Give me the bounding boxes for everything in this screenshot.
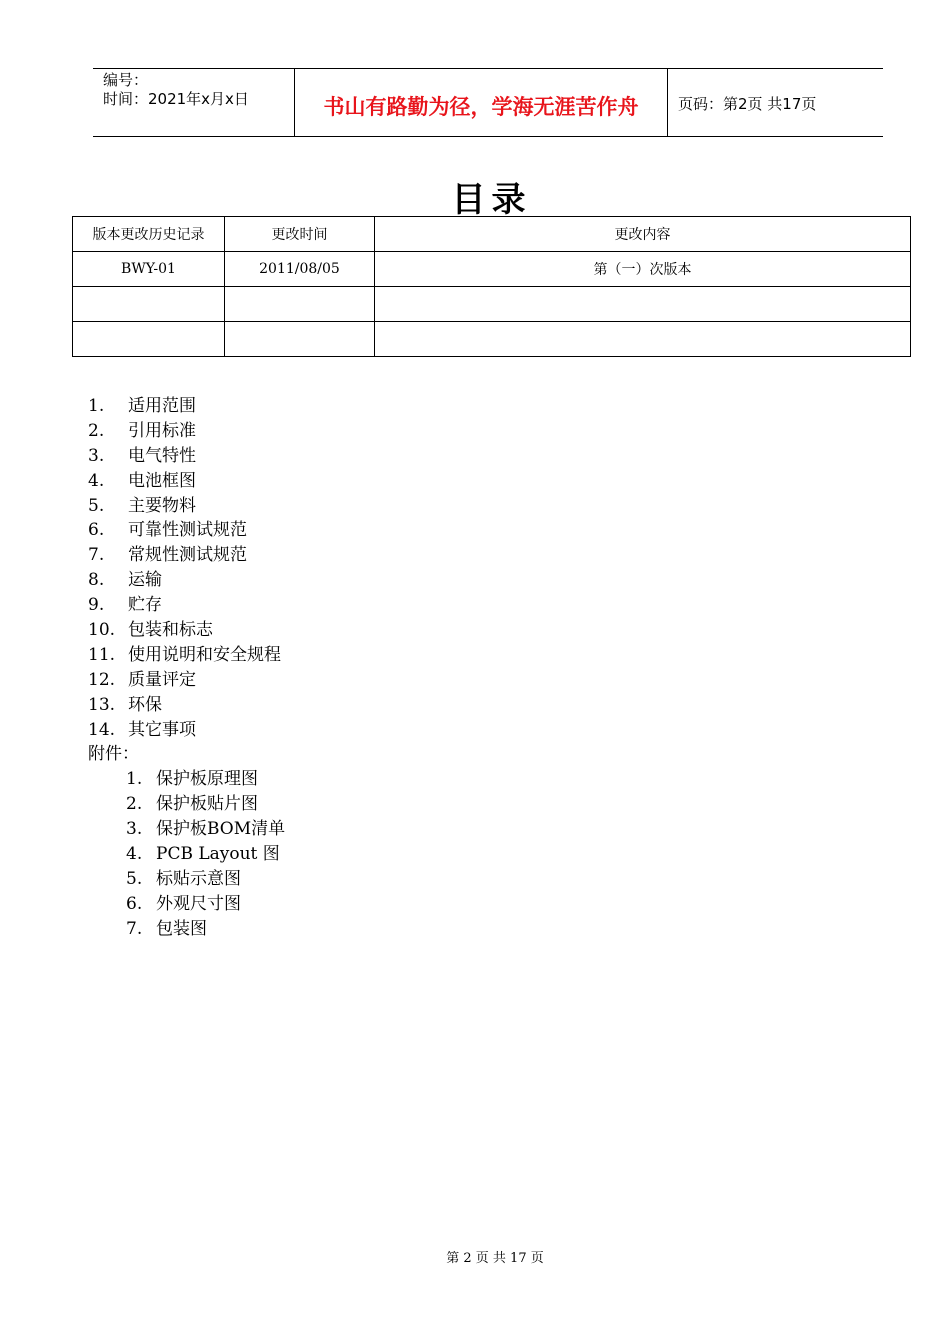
toc-item (88, 618, 285, 643)
toc-item-number: 6. (88, 520, 105, 541)
toc-item-number: 13. (88, 694, 116, 715)
header-time-label: 时间：2021年x月x日 (103, 90, 249, 108)
toc-item-number: 14. (88, 719, 116, 740)
toc-item-label: 质量评定 (128, 669, 196, 690)
toc-item-number: 9. (88, 595, 105, 616)
toc-item (88, 593, 285, 618)
table-of-contents (88, 394, 285, 942)
annex-item-number: 3. (126, 819, 143, 840)
annex-item-label: 包装图 (156, 918, 207, 939)
toc-item-number: 11. (88, 644, 116, 665)
toc-item-number: 1. (88, 396, 105, 416)
toc-item-label: 常规性测试规范 (128, 545, 247, 566)
toc-item-number: 5. (88, 495, 105, 516)
toc-item (88, 419, 285, 444)
toc-item-number: 3. (88, 445, 105, 466)
table-cell (225, 322, 375, 357)
annex-item (88, 917, 285, 942)
header-meta (103, 71, 249, 109)
toc-item-label: 环保 (128, 694, 162, 715)
toc-item-number: 2. (88, 420, 105, 441)
annex-item-label: 标贴示意图 (156, 868, 241, 889)
annex-label: 附件： (88, 744, 139, 765)
table-cell (73, 322, 225, 357)
annex-item-label: 外观尺寸图 (156, 893, 241, 914)
table-header-cell: 版本更改历史记录 (73, 217, 225, 252)
annex-item-number: 2. (126, 794, 143, 815)
toc-item (88, 469, 285, 494)
toc-item (88, 543, 285, 568)
toc-item-label: 贮存 (128, 595, 162, 616)
toc-item-number: 4. (88, 470, 105, 491)
annex-item (88, 867, 285, 892)
table-row (73, 252, 911, 287)
annex-item-number: 6. (126, 893, 143, 914)
annex-item-number: 5. (126, 868, 143, 889)
toc-item (88, 718, 285, 743)
header-number-label: 编号： (103, 71, 149, 89)
toc-item (88, 394, 285, 419)
toc-item-number: 12. (88, 669, 116, 690)
annex-item-label: 保护板原理图 (156, 769, 258, 790)
revision-history-table (72, 216, 911, 357)
toc-item-label: 运输 (128, 570, 162, 591)
toc-item-label: 主要物料 (128, 495, 196, 516)
table-header-cell: 更改内容 (375, 217, 911, 252)
annex-item (88, 792, 285, 817)
page-header (93, 68, 883, 137)
annex-item-label: 保护板贴片图 (156, 794, 258, 815)
toc-item (88, 668, 285, 693)
toc-item (88, 444, 285, 469)
toc-item (88, 643, 285, 668)
page-footer: 第 2 页 共 17 页 (446, 1251, 544, 1266)
annex-item (88, 767, 285, 792)
toc-item-label: 其它事项 (128, 719, 196, 740)
toc-item-label: 电池框图 (128, 470, 196, 491)
table-row (73, 322, 911, 357)
annex-item (88, 892, 285, 917)
annex-item-number: 1. (126, 769, 143, 790)
annex-item-label: 保护板BOM清单 (156, 819, 286, 840)
toc-item-number: 10. (88, 620, 116, 641)
toc-item (88, 518, 285, 543)
table-cell (375, 322, 911, 357)
toc-item-label: 电气特性 (128, 445, 196, 466)
page-title: 目录 (451, 180, 532, 220)
header-motto: 书山有路勤为径，学海无涯苦作舟 (323, 95, 639, 119)
annex-item-number: 7. (126, 918, 143, 939)
table-cell (225, 287, 375, 322)
toc-item-label: 可靠性测试规范 (128, 520, 247, 541)
table-cell: BWY-01 (73, 252, 225, 287)
header-divider (667, 69, 668, 136)
table-cell: 第（一）次版本 (375, 252, 911, 287)
annex-list (88, 767, 285, 941)
toc-item (88, 494, 285, 519)
toc-item (88, 693, 285, 718)
annex-item (88, 817, 285, 842)
toc-item-number: 7. (88, 545, 105, 566)
annex-item (88, 842, 285, 867)
annex-item-number: 4. (126, 844, 143, 865)
toc-item-label: 使用说明和安全规程 (128, 644, 281, 665)
toc-item-number: 8. (88, 570, 105, 591)
table-cell (375, 287, 911, 322)
toc-item (88, 568, 285, 593)
toc-item-label: 引用标准 (128, 420, 196, 441)
toc-item-label: 适用范围 (128, 396, 196, 416)
table-header-row (73, 217, 911, 252)
toc-list (88, 394, 285, 742)
table-cell: 2011/08/05 (225, 252, 375, 287)
table-header-cell: 更改时间 (225, 217, 375, 252)
table-cell (73, 287, 225, 322)
header-page-info: 页码：第2页 共17页 (678, 95, 817, 113)
toc-item-label: 包装和标志 (128, 620, 213, 641)
annex-item-label: PCB Layout 图 (156, 844, 280, 865)
table-row (73, 287, 911, 322)
